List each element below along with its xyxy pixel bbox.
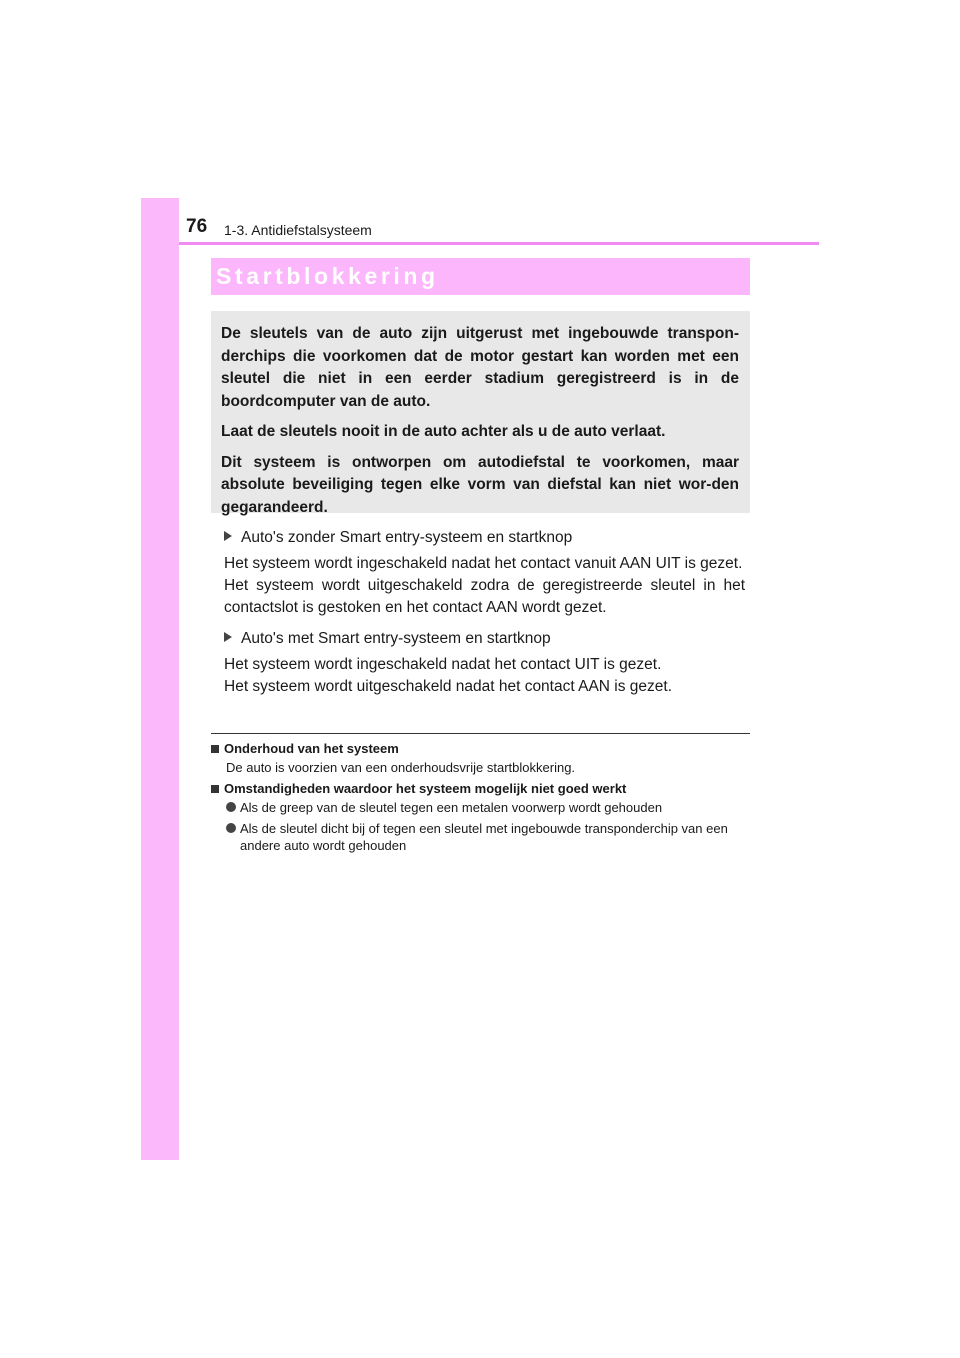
page-number: 76 — [186, 216, 208, 237]
intro-paragraph: Dit systeem is ontworpen om autodiefstal te voorkomen, maar absolute beveiliging tegen elke vorm van diefstal kan niet wor-den gegarandeerd. — [221, 453, 739, 516]
note-text: De auto is voorzien van een onderhoudsvrije startblokkering. — [226, 760, 576, 775]
triangle-bullet-icon — [224, 531, 232, 541]
subsection-text: Het systeem wordt uitgeschakeld nadat het contact AAN is gezet. — [224, 678, 673, 695]
subsection-heading: Auto's met Smart entry-systeem en startknop — [224, 628, 745, 650]
side-tab — [141, 198, 179, 1160]
note-heading: Onderhoud van het systeem — [211, 740, 751, 757]
subsection-text: Het systeem wordt ingeschakeld nadat het contact UIT is gezet. — [224, 656, 662, 673]
intro-paragraph: Laat de sleutels nooit in de auto achter als u de auto verlaat. — [221, 423, 666, 440]
square-bullet-icon — [211, 745, 219, 753]
body-content — [224, 527, 745, 698]
subsection-text: Het systeem wordt ingeschakeld nadat het contact vanuit AAN UIT is gezet. — [224, 555, 743, 572]
notes — [211, 740, 751, 858]
header-rule — [179, 242, 819, 245]
section-divider — [211, 733, 750, 734]
note-heading: Omstandigheden waardoor het systeem mogelijk niet goed werkt — [211, 780, 751, 797]
square-bullet-icon — [211, 785, 219, 793]
section-title: Startblokkering — [211, 258, 750, 295]
subsection-text: Het systeem wordt uitgeschakeld zodra de geregistreerde sleutel in het contactslot is gestoken en het contact AAN wordt gezet. — [224, 577, 745, 616]
circle-bullet-icon — [226, 823, 236, 833]
intro-box — [211, 311, 750, 516]
triangle-bullet-icon — [224, 632, 232, 642]
intro-paragraph: De sleutels van de auto zijn uitgerust met ingebouwde transpon-derchips die voorkomen dat de motor gestart kan worden met een sleutel die niet in een eerder stadium geregistreerd is in de boordcomputer van de auto. — [221, 325, 739, 410]
note-bullet: Als de greep van de sleutel tegen een metalen voorwerp wordt gehouden — [226, 799, 751, 816]
chapter-title: 1-3. Antidiefstalsysteem — [224, 222, 372, 238]
circle-bullet-icon — [226, 802, 236, 812]
subsection-heading: Auto's zonder Smart entry-systeem en startknop — [224, 527, 745, 549]
note-bullet: Als de sleutel dicht bij of tegen een sleutel met ingebouwde transponderchip van een andere auto wordt gehouden — [226, 820, 751, 854]
